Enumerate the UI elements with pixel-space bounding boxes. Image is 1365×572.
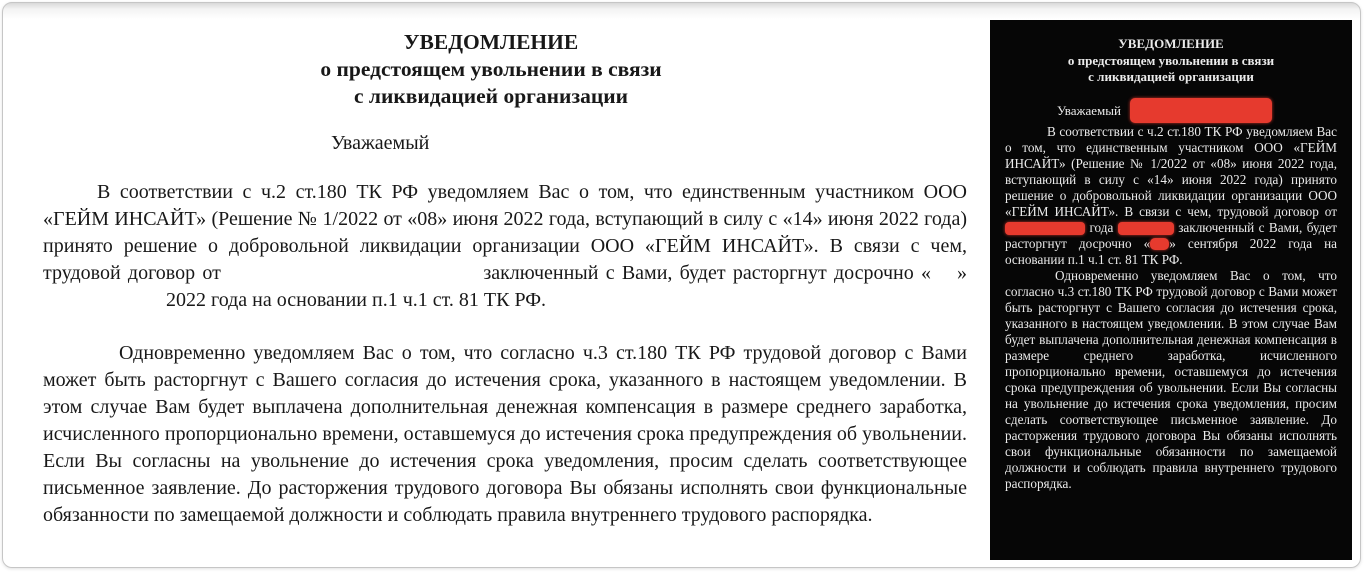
paragraph-compensation: Одновременно уведомляем Вас о том, что согласно ч.3 ст.180 ТК РФ трудовой договор с Вами может быть расторгнут с Вашего согласия до истечения срока, указанного в настоящем уведомлении. В этом случае Вам будет выплачена дополнительная денежная компенсация в размере среднего заработка, исчисленного пропорционально времени, оставшемуся до истечения срока предупреждения об увольнении. Если Вы согласны на увольнение до истечения срока уведомления, просим сделать соответствующее письменное заявление. До расторжения трудового договора Вы обязаны исполнять свои функциональные обязанности по замещаемой должности и соблюдать правила внутреннего трудового распорядка. <box>43 342 967 526</box>
paragraph-liquidation-notice <box>43 179 967 314</box>
salutation: Уважаемый <box>331 132 430 154</box>
redacted-blank-month <box>43 305 161 306</box>
thumbnail-paragraph-compensation: Одновременно уведомляем Вас о том, что согласно ч.3 ст.180 ТК РФ трудовой договор с Вами может быть расторгнут с Вашего согласия до истечения срока, указанного в настоящем уведомлении. В этом случае Вам будет выплачена дополнительная денежная компенсация в размере среднего заработка, исчисленного пропорционально времени, оставшемуся до истечения срока предупреждения об увольнении. Если Вы согласны на увольнение до истечения срока уведомления, просим сделать соответствующее письменное заявление. До расторжения трудового договора Вы обязаны исполнять свои функциональные обязанности по замещаемой должности и соблюдать правила внутреннего трудового распорядка. <box>1005 267 1337 491</box>
thumb-p1-text-4: » сентября 2022 года на основании п.1 ч.1 ст. 81 ТК РФ. <box>1005 235 1338 267</box>
screenshot-card <box>2 2 1361 568</box>
p1-text-2: заключенный с Вами, будет расторгнут досрочно « <box>483 262 932 284</box>
document-title <box>43 29 939 110</box>
title-line-2: о предстоящем увольнении в связи <box>320 57 662 81</box>
p1-text-4: 2022 года на основании п.1 ч.1 ст. 81 ТК РФ. <box>166 289 547 311</box>
redaction-bar-contract-number <box>1118 222 1174 235</box>
redaction-bar-day <box>1150 238 1169 250</box>
thumbnail-title <box>1005 36 1337 86</box>
thumb-p1-text-1: В соответствии с ч.2 ст.180 ТК РФ уведомляем Вас о том, что единственным участником ООО «ГЕЙМ ИНСАЙТ» (Решение № 1/2022 от «08» июня 2022 года, вступающий в силу с «14» июня 2022 года) принято решение о добровольной ликвидации организации ООО «ГЕЙМ ИНСАЙТ». В связи с чем, трудовой договор от <box>1005 123 1337 219</box>
redaction-bar-employee-name <box>1130 98 1272 123</box>
thumbnail-salutation-row <box>1057 98 1337 124</box>
thumbnail-salutation: Уважаемый <box>1057 102 1121 118</box>
title-line-1: УВЕДОМЛЕНИЕ <box>403 30 579 54</box>
document-page <box>43 29 967 529</box>
thumb-p1-text-3: заключенный с Вами, будет расторгнут досрочно « <box>1005 219 1337 251</box>
redacted-blank-contract-date <box>228 278 476 279</box>
thumbnail-paragraph-liquidation-notice <box>1005 124 1337 268</box>
thumb-p1-text-2: года <box>1089 219 1114 235</box>
redaction-bar-contract-date <box>1005 222 1085 235</box>
redacted-blank-day <box>931 278 957 279</box>
thumbnail-title-line-1: УВЕДОМЛЕНИЕ <box>1118 36 1224 51</box>
redacted-thumbnail-panel <box>990 20 1352 560</box>
p1-text-3: » <box>957 262 968 284</box>
thumbnail-title-line-2: о предстоящем увольнении в связи <box>1067 52 1275 68</box>
p1-text-1: В соответствии с ч.2 ст.180 ТК РФ уведомляем Вас о том, что единственным участником ООО «ГЕЙМ ИНСАЙТ» (Решение № 1/2022 от «08» июня 2022 года, вступающий в силу с «14» июня 2022 года) принято решение о добровольной ликвидации организации ООО «ГЕЙМ ИНСАЙТ». В связи с чем, трудовой договор от <box>43 181 967 284</box>
thumbnail-title-line-3: с ликвидацией организации <box>1088 69 1254 84</box>
title-line-3: с ликвидацией организации <box>353 84 628 108</box>
